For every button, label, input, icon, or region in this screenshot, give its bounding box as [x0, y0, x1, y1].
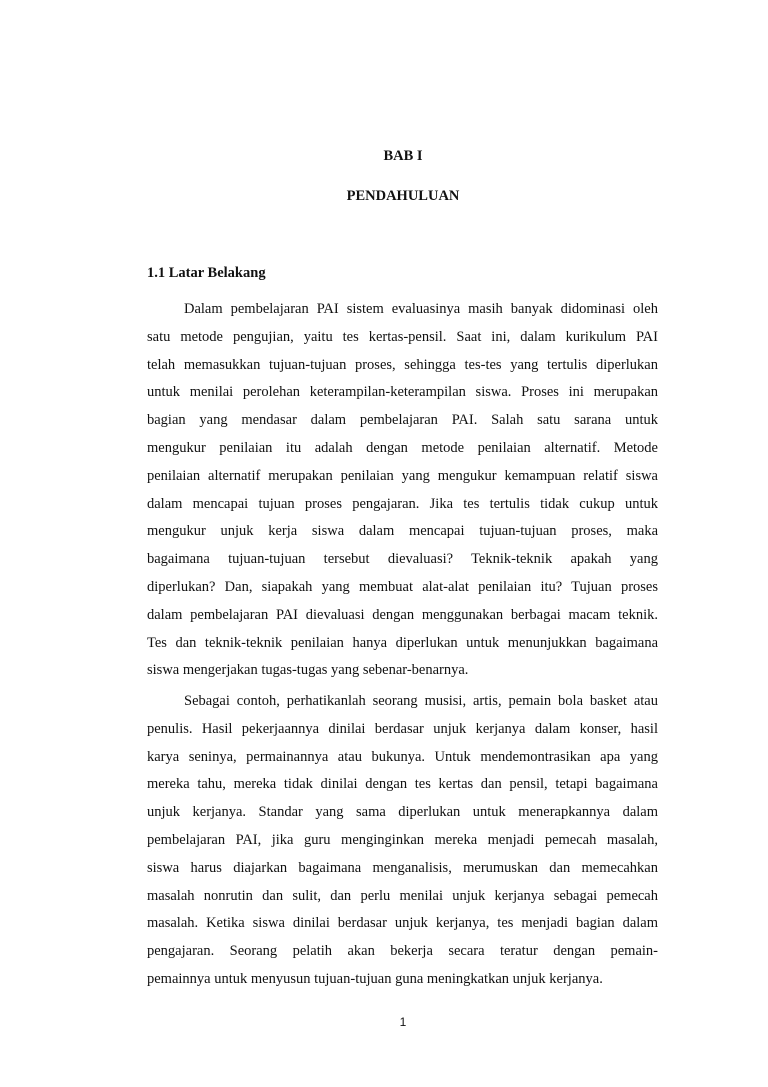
paragraph-line: bagian yang mendasar dalam pembelajaran PAI. Salah satu sarana untuk [147, 412, 658, 429]
paragraph-line: unjuk kerjanya. Standar yang sama diperlukan untuk menerapkannya dalam [147, 804, 658, 821]
section-heading: 1.1 Latar Belakang [147, 265, 266, 281]
paragraph-line: pemainnya untuk menyusun tujuan-tujuan guna meningkatkan unjuk kerjanya. [147, 970, 603, 987]
paragraph-line: siswa mengerjakan tugas-tugas yang sebenar-benarnya. [147, 662, 469, 679]
paragraph-line: dalam pembelajaran PAI dievaluasi dengan menggunakan berbagai macam teknik. [147, 606, 658, 623]
paragraph-line: bagaimana tujuan-tujuan tersebut dievaluasi? Teknik-teknik apakah yang [147, 551, 658, 568]
chapter-number: BAB I [383, 148, 423, 164]
paragraph-line: masalah. Ketika siswa dinilai berdasar unjuk kerjanya, tes menjadi bagian dalam [147, 915, 658, 932]
page-number: 1 [399, 1015, 407, 1029]
paragraph-line: penulis. Hasil pekerjaannya dinilai berdasar unjuk kerjanya dalam konser, hasil [147, 720, 658, 737]
paragraph-line: telah memasukkan tujuan-tujuan proses, sehingga tes-tes yang tertulis diperlukan [147, 356, 658, 373]
paragraph-line: pembelajaran PAI, jika guru menginginkan mereka menjadi pemecah masalah, [147, 831, 658, 848]
chapter-title: PENDAHULUAN [346, 188, 460, 204]
paragraph-2 [147, 688, 658, 994]
paragraph-line: Sebagai contoh, perhatikanlah seorang musisi, artis, pemain bola basket atau [184, 693, 658, 709]
paragraph-line: siswa harus diajarkan bagaimana menganalisis, merumuskan dan memecahkan [147, 859, 658, 876]
paragraph-line: mereka tahu, mereka tidak dinilai dengan tes kertas dan pensil, tetapi bagaimana [147, 776, 658, 793]
paragraph-line: karya seninya, permainannya atau bukunya. Untuk mendemontrasikan apa yang [147, 748, 658, 765]
paragraph-line: masalah nonrutin dan sulit, dan perlu menilai unjuk kerjanya sebagai pemecah [147, 887, 658, 904]
paragraph-line: mengukur penilaian itu adalah dengan metode penilaian alternatif. Metode [147, 439, 658, 456]
paragraph-line: untuk menilai perolehan keterampilan-keterampilan siswa. Proses ini merupakan [147, 384, 658, 401]
paragraph-line: dalam mencapai tujuan proses pengajaran. Jika tes tertulis tidak cukup untuk [147, 495, 658, 512]
paragraph-line: satu metode pengujian, yaitu tes kertas-pensil. Saat ini, dalam kurikulum PAI [147, 328, 658, 345]
paragraph-line: penilaian alternatif merupakan penilaian yang mengukur kemampuan relatif siswa [147, 467, 658, 484]
paragraph-line: mengukur unjuk kerja siswa dalam mencapai tujuan-tujuan proses, maka [147, 523, 658, 540]
paragraph-line: diperlukan? Dan, siapakah yang membuat alat-alat penilaian itu? Tujuan proses [147, 578, 658, 595]
paragraph-1 [147, 296, 658, 685]
paragraph-line: pengajaran. Seorang pelatih akan bekerja secara teratur dengan pemain- [147, 943, 658, 960]
paragraph-line: Tes dan teknik-teknik penilaian hanya diperlukan untuk menunjukkan bagaimana [147, 634, 658, 651]
paragraph-line: Dalam pembelajaran PAI sistem evaluasinya masih banyak didominasi oleh [184, 301, 658, 317]
